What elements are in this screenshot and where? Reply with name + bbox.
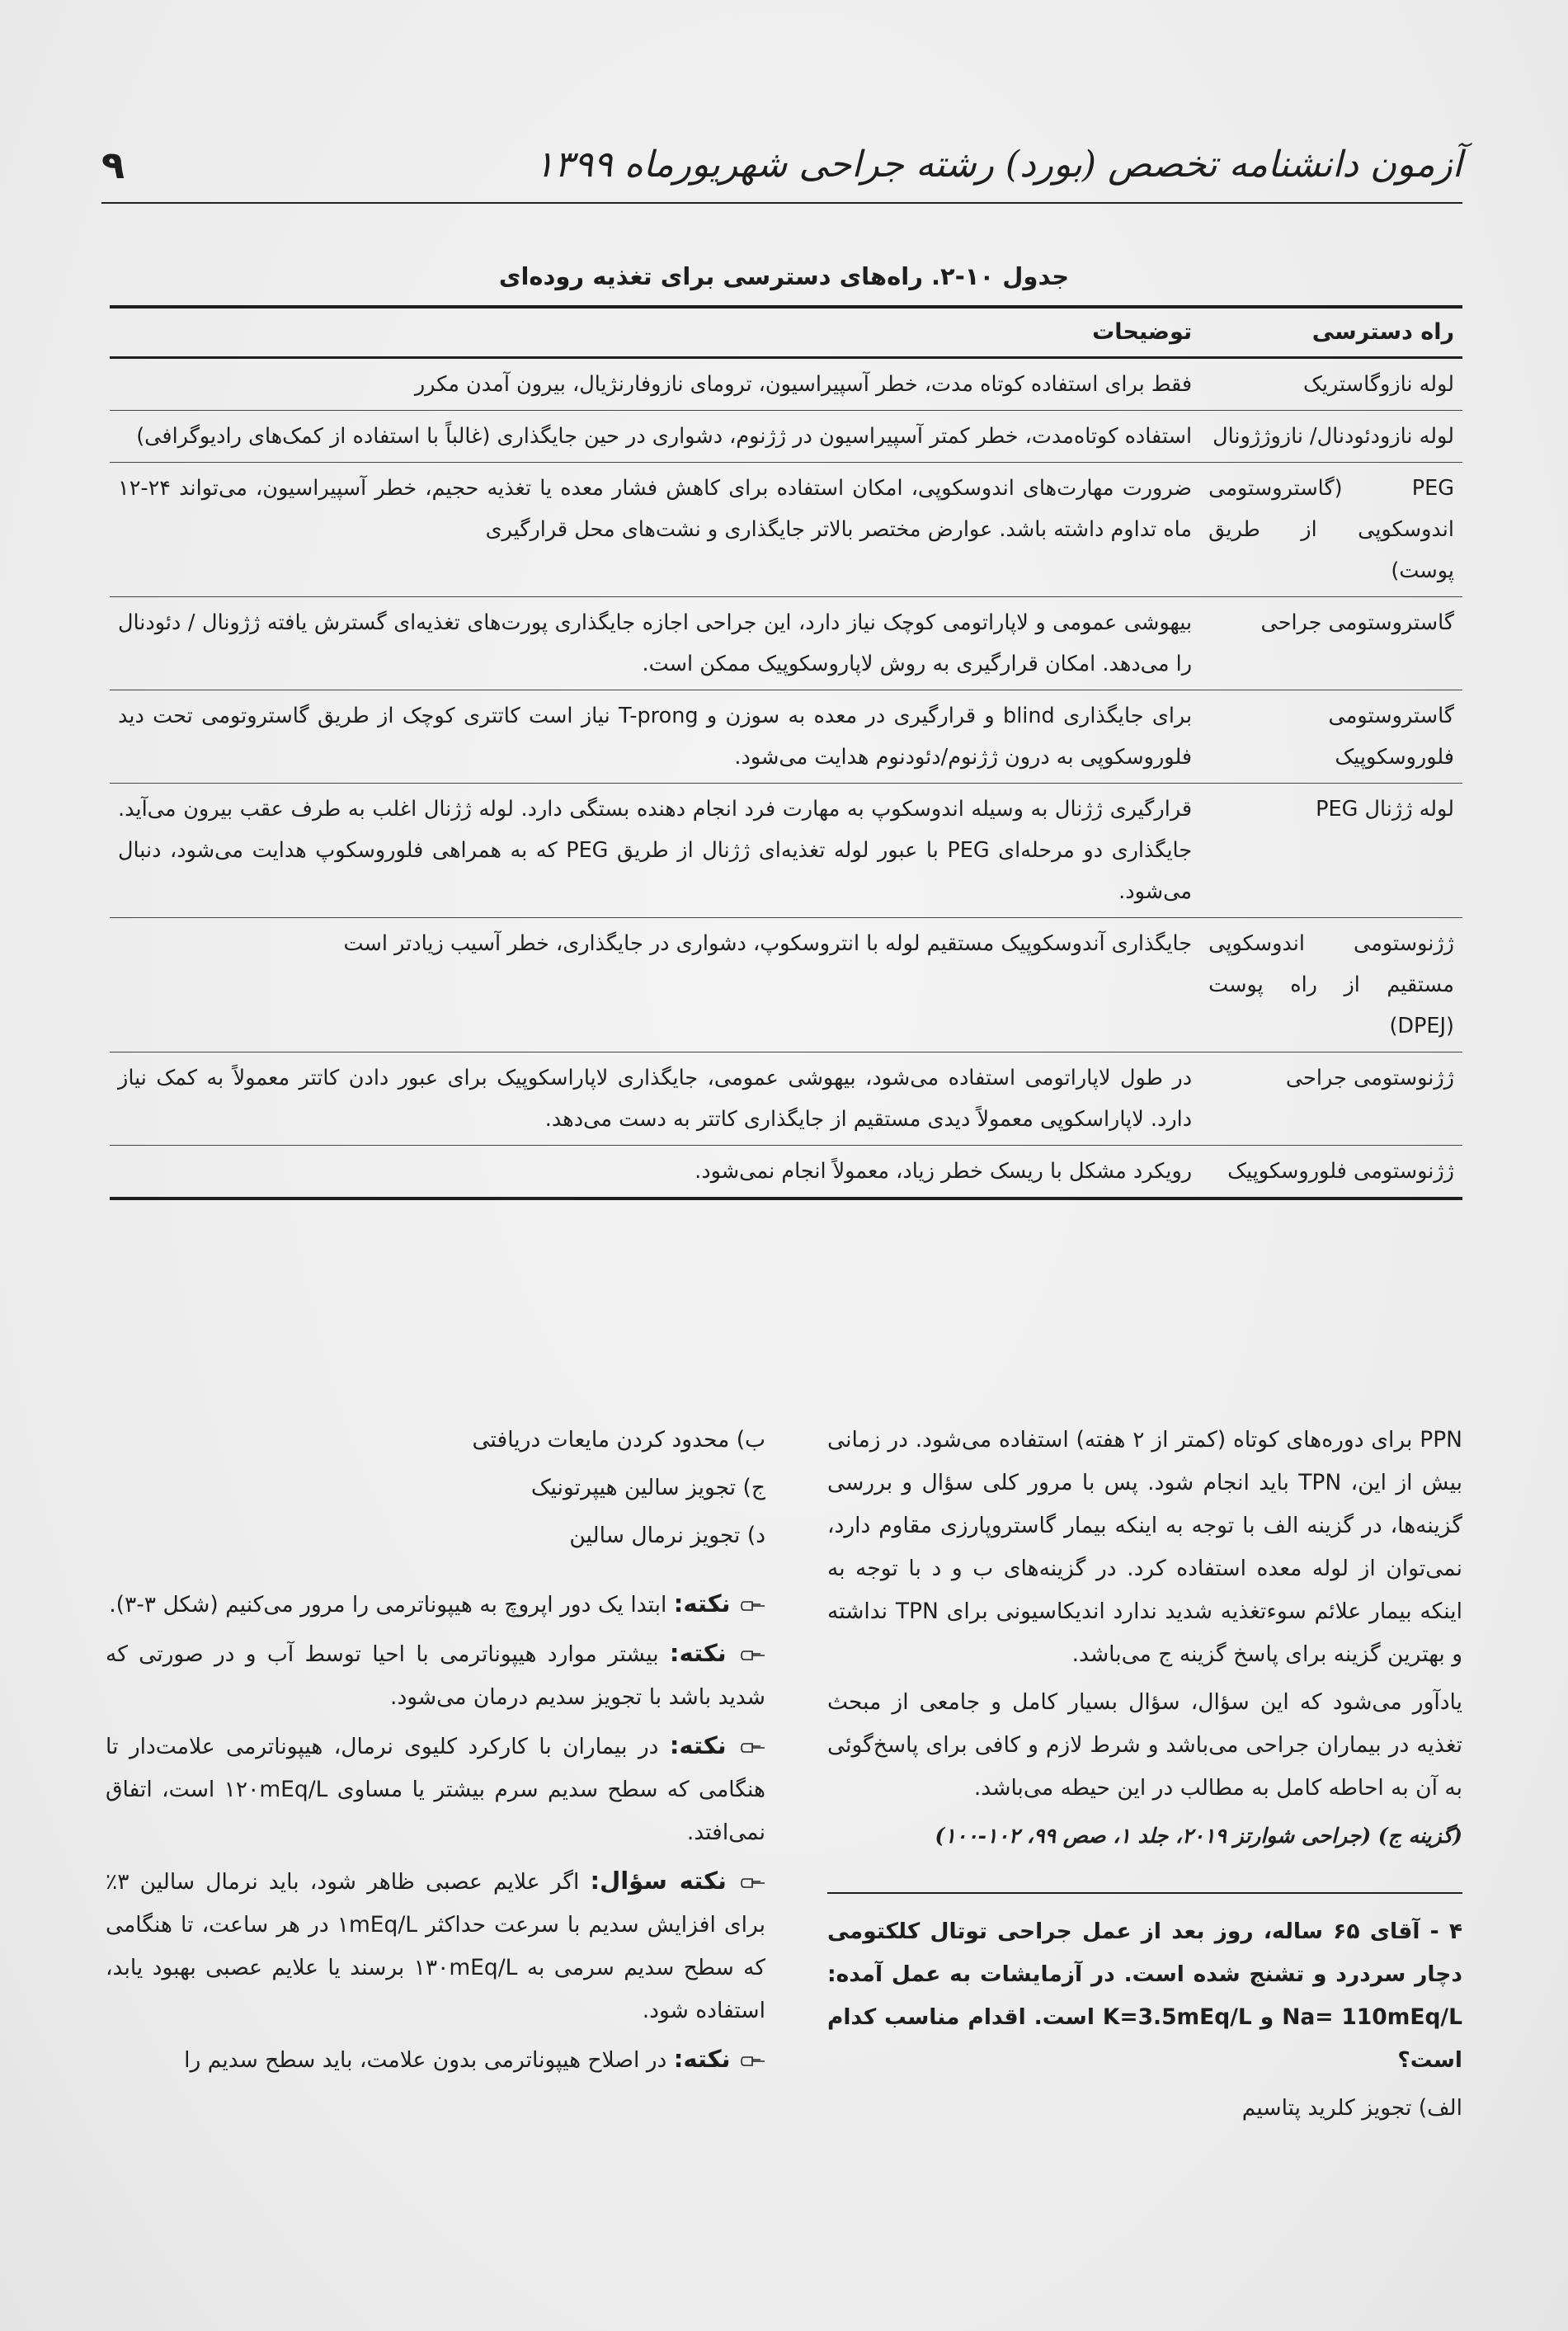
note-text: در اصلاح هیپوناترمی بدون علامت، باید سطح سدیم را xyxy=(184,2047,667,2073)
note-text: بیشتر موارد هیپوناترمی با احیا توسط آب و در صورتی که شدید باشد با تجویز سدیم درمان می‌شود. xyxy=(106,1641,765,1710)
note-label: نکته: xyxy=(673,1589,731,1618)
header-route: راه دسترسی xyxy=(1200,307,1462,358)
note-text: اگر علایم عصبی ظاهر شود، باید نرمال سالین ۳٪ برای افزایش سدیم با سرعت حداکثر ۱mEq/L در هر ساعت، تا هنگامی که سطح سدیم سرمی به ۱۳۰mEq/L برسند یا علایم عصبی بهبود یابد، استفاده شود. xyxy=(106,1869,765,2023)
page-number: ۹ xyxy=(101,143,125,187)
note-item xyxy=(106,1859,765,2032)
description-cell: در طول لاپاراتومی استفاده می‌شود، بیهوشی عمومی، جایگذاری لاپاراسکوپیک برای عبور دادن کاتتر معمولاً به کمک نیاز دارد. لاپاراسکوپی معمولاً دیدی مستقیم از جایگذاری کاتتر به دست می‌دهد. xyxy=(110,1052,1200,1146)
description-cell: ضرورت مهارت‌های اندوسکوپی، امکان استفاده برای کاهش فشار معده یا تغذیه حجیم، خطر آسپیراسیون، می‌تواند ۲۴-۱۲ ماه تداوم داشته باشد. عوارض مختصر بالاتر جایگذاری و نشت‌های محل قرارگیری xyxy=(110,463,1200,597)
note-label: نکته: xyxy=(669,1639,727,1667)
table-header-row xyxy=(110,307,1462,358)
note-item xyxy=(106,1724,765,1854)
description-cell: جایگذاری آندوسکوپیک مستقیم لوله با انتروسکوپ، دشواری در جایگذاری، خطر آسیب زیادتر است xyxy=(110,918,1200,1052)
pointing-hand-icon xyxy=(741,2053,765,2070)
option-d: د) تجویز نرمال سالین xyxy=(569,1523,765,1548)
question-4-options xyxy=(106,1419,765,1557)
question-separator xyxy=(827,1892,1462,1894)
option-a: الف) تجویز کلرید پتاسیم xyxy=(1241,2095,1462,2121)
route-cell: ژژنوستومی اندوسکوپی مستقیم از راه پوست (DPEJ) xyxy=(1200,918,1462,1052)
description-cell: برای جایگذاری blind و قرارگیری در معده به سوزن و T-prong نیاز است کاتتری کوچک از طریق گاستروتومی تحت دید فلوروسکوپی به درون ژژنوم/دئودنوم هدایت می‌شود. xyxy=(110,690,1200,784)
table-row xyxy=(110,463,1462,597)
route-cell: گاستروستومی جراحی xyxy=(1200,597,1462,690)
enteral-access-table xyxy=(110,305,1462,1200)
description-cell: رویکرد مشکل با ریسک خطر زیاد، معمولاً انجام نمی‌شود. xyxy=(110,1146,1200,1199)
route-cell: گاستروستومی فلوروسکوپیک xyxy=(1200,690,1462,784)
table-row xyxy=(110,784,1462,918)
answer-explanation-paragraph: PPN برای دوره‌های کوتاه (کمتر از ۲ هفته) استفاده می‌شود. در زمانی بیش از این، TPN باید انجام شود. پس با مرور کلی سؤال و بررسی گزینه‌ها، در گزینه الف با توجه به اینکه بیمار گاستروپارزی مقاوم دارد، نمی‌توان از لوله معده استفاده کرد. در گزینه‌های ب و د با توجه به اینکه بیمار علائم سوءتغذیه شدید ندارد اندیکاسیونی برای TPN نداشته و بهترین گزینه برای پاسخ گزینه ج می‌باشد. xyxy=(827,1427,1463,1667)
option-b: ب) محدود کردن مایعات دریافتی xyxy=(472,1427,765,1453)
running-header xyxy=(101,136,1462,204)
table-row xyxy=(110,411,1462,463)
pointing-hand-icon xyxy=(741,1740,765,1756)
table-row xyxy=(110,358,1462,411)
question-4-stem: ۴ - آقای ۶۵ ساله، روز بعد از عمل جراحی توتال کلکتومی دچار سردرد و تشنج شده است. در آزمایشات به عمل آمده: Na= 110mEq/L و K=3.5mEq/L است. اقدام مناسب کدام است؟ xyxy=(827,1919,1462,2073)
option-c: ج) تجویز سالین هیپرتونیک xyxy=(530,1475,765,1500)
description-cell: بیهوشی عمومی و لاپاراتومی کوچک نیاز دارد، این جراحی اجازه جایگذاری پورت‌های تغذیه‌ای گسترش یافته ژژونال / دئودنال را می‌دهد. امکان قرارگیری به روش لاپاروسکوپیک ممکن است. xyxy=(110,597,1200,690)
route-cell: ژژنوستومی جراحی xyxy=(1200,1052,1462,1146)
route-cell: لوله نازوگاستریک xyxy=(1200,358,1462,411)
note-item xyxy=(106,1632,765,1719)
note-label: نکته: xyxy=(669,1731,727,1759)
route-cell: ژژنوستومی فلوروسکوپیک xyxy=(1200,1146,1462,1199)
note-label: نکته: xyxy=(673,2045,731,2073)
description-cell: استفاده کوتاه‌مدت، خطر کمتر آسپیراسیون در ژژنوم، دشواری در حین جایگذاری (غالباً با استفاده از کمک‌های رادیوگرافی) xyxy=(110,411,1200,463)
left-text-column xyxy=(106,1419,765,2087)
table-row xyxy=(110,690,1462,784)
header-description: توضیحات xyxy=(110,307,1200,358)
pointing-hand-icon xyxy=(741,1598,765,1614)
running-title: آزمون دانشنامه تخصص (بورد) رشته جراحی شهریورماه ۱۳۹۹ xyxy=(534,144,1462,186)
reminder-paragraph: یادآور می‌شود که این سؤال، سؤال بسیار کامل و جامعی از مبحث تغذیه در بیماران جراحی می‌باشد و شرط لازم و کافی برای پاسخ‌گوئی به آن به احاطه کامل به مطالب در این حیطه می‌باشد. xyxy=(827,1689,1462,1801)
route-cell: PEG (گاستروستومی اندوسکوپی از طریق پوست) xyxy=(1200,463,1462,597)
table-row xyxy=(110,918,1462,1052)
pointing-hand-icon xyxy=(741,1647,765,1664)
note-item xyxy=(106,2037,765,2082)
pointing-hand-icon xyxy=(741,1875,765,1891)
note-text: در بیماران با کارکرد کلیوی نرمال، هیپوناترمی علامت‌دار تا هنگامی که سطح سدیم سرم بیشتر یا مساوی ۱۲۰mEq/L است، اتفاق نمی‌افتد. xyxy=(106,1734,765,1845)
note-item xyxy=(106,1582,765,1627)
table-row xyxy=(110,1052,1462,1146)
question-note-label: نکته سؤال: xyxy=(590,1867,727,1895)
route-cell: لوله نازودئودنال/ نازوژژونال xyxy=(1200,411,1462,463)
route-cell: لوله ژژنال PEG xyxy=(1200,784,1462,918)
note-text: ابتدا یک دور اپروچ به هیپوناترمی را مرور می‌کنیم (شکل ۳-۳). xyxy=(109,1592,667,1618)
table-row xyxy=(110,597,1462,690)
description-cell: فقط برای استفاده کوتاه مدت، خطر آسپیراسیون، ترومای نازوفارنژیال، بیرون آمدن مکرر xyxy=(110,358,1200,411)
right-text-column xyxy=(827,1419,1462,2135)
table-caption: جدول ۱۰-۲. راه‌های دسترسی برای تغذیه روده‌ای xyxy=(498,262,1070,290)
answer-reference: (گزینه ج) (جراحی شوارتز ۲۰۱۹، جلد ۱، صص ۹۹، ۱۰۲-۱۰۰) xyxy=(935,1824,1462,1848)
table-row xyxy=(110,1146,1462,1199)
description-cell: قرارگیری ژژنال به وسیله اندوسکوپ به مهارت فرد انجام دهنده بستگی دارد. لوله ژژنال اغلب به طرف عقب بیرون می‌آید. جایگذاری دو مرحله‌ای PEG با عبور لوله تغذیه‌ای ژژنال از طریق PEG که به همراهی فلوروسکوپ هدایت می‌شود، دنبال می‌شود. xyxy=(110,784,1200,918)
